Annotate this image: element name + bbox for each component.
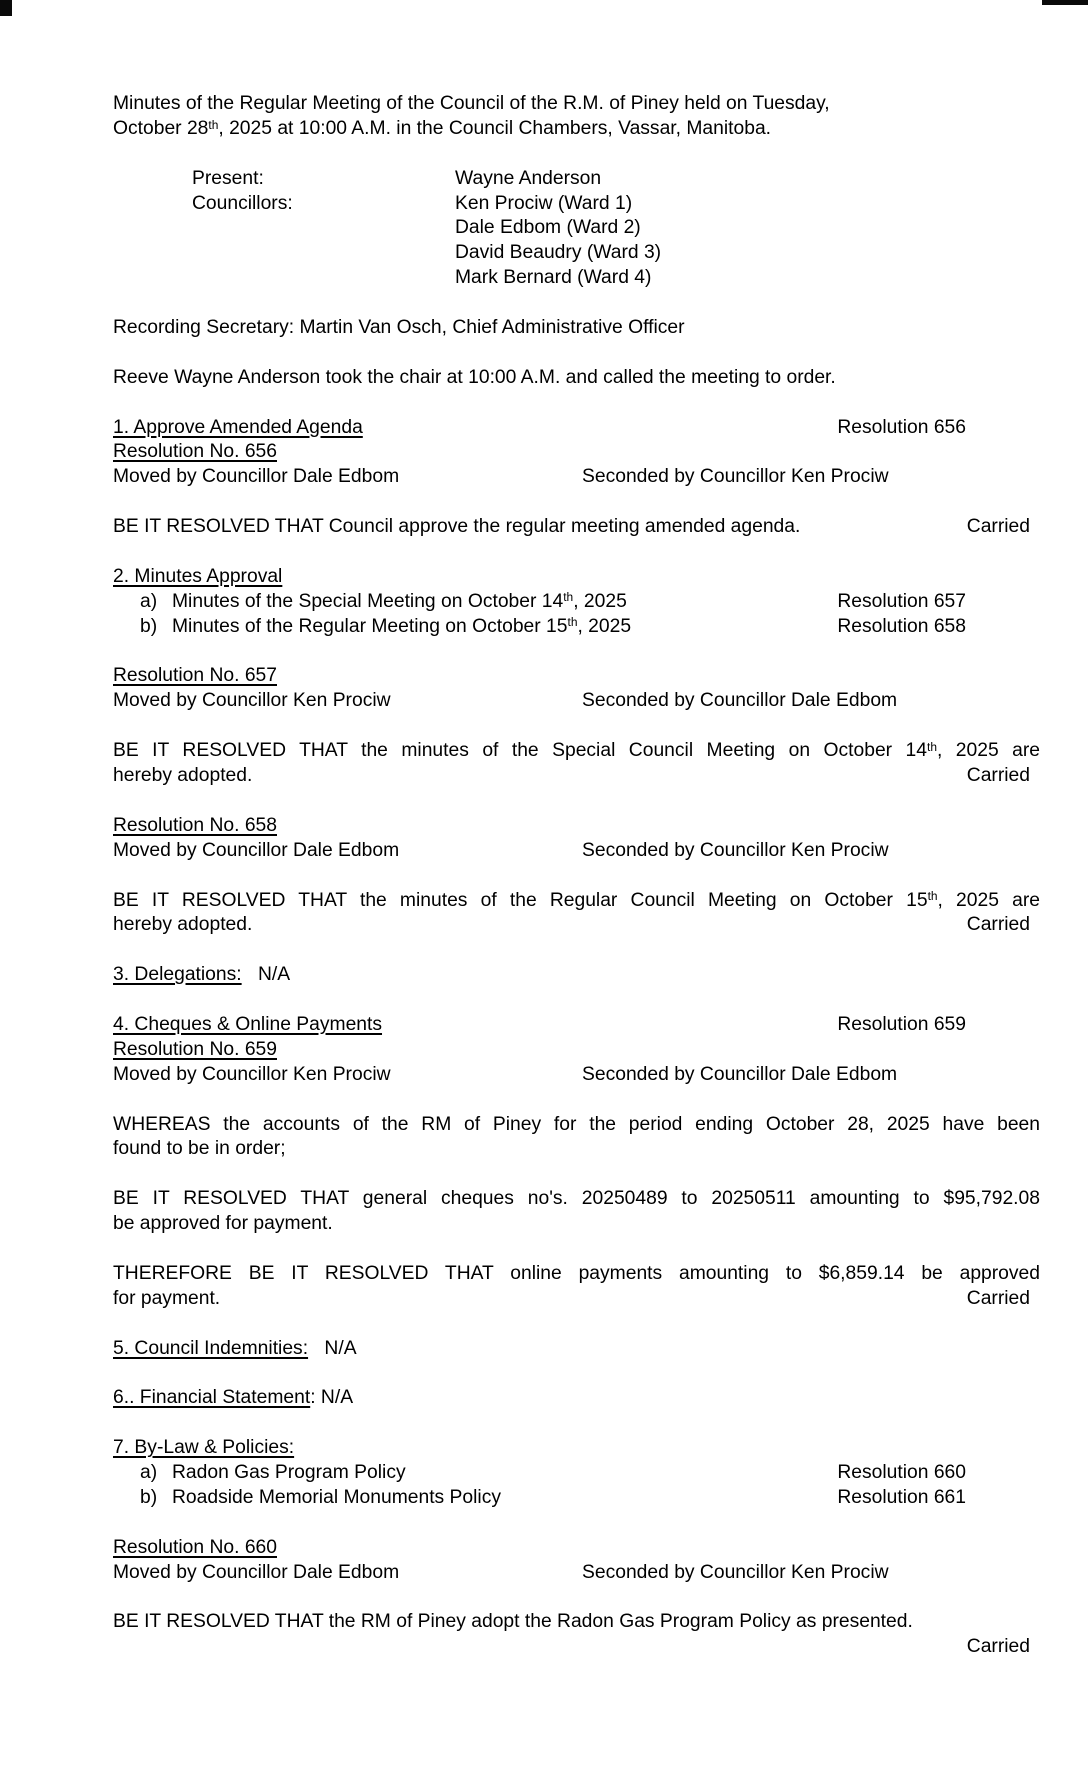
- resolution-657-body-line2: hereby adopted. Carried: [113, 764, 1040, 789]
- resolution-number: Resolution No. 659: [113, 1038, 277, 1060]
- carried-status: Carried: [966, 765, 1030, 787]
- resolution-656-no-row: [113, 440, 1040, 465]
- resolution-657-no-row: [113, 664, 1040, 689]
- councillor-name: Ken Prociw (Ward 1): [455, 192, 633, 214]
- moved-by: Moved by Councillor Ken Prociw: [113, 690, 391, 712]
- councillor-name: Mark Bernard (Ward 4): [455, 267, 652, 289]
- section2-item-a-row: [113, 590, 1040, 615]
- attendance-present-row: [113, 167, 1040, 192]
- section3-heading: 3. Delegations:: [113, 964, 242, 986]
- scan-artifact-top-right: [1042, 0, 1088, 5]
- section7-item-b-row: [113, 1486, 1040, 1511]
- list-marker: a): [140, 1461, 158, 1483]
- resolution-660-carried-row: [113, 1635, 1040, 1660]
- carried-status: Carried: [966, 914, 1030, 936]
- seconded-by: Seconded by Councillor Ken Prociw: [582, 839, 889, 861]
- meeting-title-line1: [113, 92, 1040, 117]
- resolution-659-no-row: [113, 1038, 1040, 1063]
- title-text: Minutes of the Regular Meeting of the Council of the R.M. of Piney held on Tuesday,: [113, 93, 830, 114]
- document-content: [113, 92, 1040, 1660]
- resolution-658-body-line1: BE IT RESOLVED THAT the minutes of the Regular Council Meeting on October 15th, 2025 are: [113, 889, 1040, 911]
- section7-item-a-row: [113, 1461, 1040, 1486]
- attendance-councillor-row: [113, 266, 1040, 291]
- resolution-ref: Resolution 657: [837, 590, 966, 612]
- list-item-text: Minutes of the Regular Meeting on October 15th, 2025: [172, 615, 632, 637]
- ordinal-superscript: th: [563, 590, 574, 605]
- present-label: Present:: [192, 167, 264, 189]
- councillor-name: David Beaudry (Ward 3): [455, 242, 662, 264]
- section7-heading-row: [113, 1436, 1040, 1461]
- list-item-text: Radon Gas Program Policy: [172, 1461, 406, 1483]
- resolution-657-movers-row: [113, 689, 1040, 714]
- resolution-number: Resolution No. 656: [113, 441, 277, 463]
- section6-heading: 6.. Financial Statement: [113, 1387, 311, 1409]
- ordinal-superscript: th: [927, 739, 937, 754]
- resolution-660-movers-row: [113, 1561, 1040, 1586]
- resolution-ref: Resolution 658: [837, 615, 966, 637]
- seconded-by: Seconded by Councillor Ken Prociw: [582, 1561, 889, 1583]
- list-item-text: Roadside Memorial Monuments Policy: [172, 1486, 501, 1508]
- online-payments-line1: THEREFORE BE IT RESOLVED THAT online payments amounting to $6,859.14 be approved: [113, 1262, 1040, 1284]
- seconded-by: Seconded by Councillor Dale Edbom: [582, 690, 898, 712]
- resolution-number: Resolution No. 657: [113, 665, 277, 687]
- list-marker: b): [140, 615, 158, 637]
- resolution-ref: Resolution 661: [837, 1486, 966, 1508]
- section4-heading: 4. Cheques & Online Payments: [113, 1013, 383, 1035]
- moved-by: Moved by Councillor Dale Edbom: [113, 1561, 400, 1583]
- scan-artifact-top-left: [0, 0, 12, 16]
- section1-heading-row: [113, 416, 1040, 441]
- call-to-order-text: Reeve Wayne Anderson took the chair at 10:00 A.M. and called the meeting to order.: [113, 366, 836, 388]
- resolution-body: BE IT RESOLVED THAT Council approve the regular meeting amended agenda.: [113, 516, 801, 538]
- whereas-line1: WHEREAS the accounts of the RM of Piney for the period ending October 28, 2025 have been: [113, 1113, 1040, 1135]
- resolution-659-movers-row: [113, 1063, 1040, 1088]
- resolution-660-no-row: [113, 1536, 1040, 1561]
- carried-status: Carried: [966, 1287, 1030, 1309]
- title-location: , 2025 at 10:00 A.M. in the Council Chambers, Vassar, Manitoba.: [218, 117, 772, 139]
- section5-value: N/A: [324, 1337, 357, 1359]
- resolution-656-movers-row: [113, 465, 1040, 490]
- section3-heading-row: [113, 963, 1040, 988]
- meeting-title-line2: [113, 117, 1040, 142]
- section6-heading-row: [113, 1386, 1040, 1411]
- section5-heading-row: [113, 1337, 1040, 1362]
- resolution-660-body-row: BE IT RESOLVED THAT the RM of Piney adopt the Radon Gas Program Policy as presented.: [113, 1611, 913, 1633]
- section7-heading: 7. By-Law & Policies:: [113, 1437, 295, 1459]
- whereas-line2: found to be in order;: [113, 1138, 286, 1160]
- attendance-councillors-row: [113, 192, 1040, 217]
- section2-heading: 2. Minutes Approval: [113, 565, 283, 587]
- attendance-councillor-row: [113, 216, 1040, 241]
- online-payments-line2: for payment. Carried: [113, 1287, 1040, 1312]
- moved-by: Moved by Councillor Dale Edbom: [113, 466, 400, 488]
- recording-secretary-text: Recording Secretary: Martin Van Osch, Chief Administrative Officer: [113, 317, 685, 339]
- resolution-ref: Resolution 656: [837, 416, 966, 438]
- reeve-name: Wayne Anderson: [455, 167, 602, 189]
- section6-value: : N/A: [310, 1387, 354, 1409]
- resolution-ref: Resolution 660: [837, 1461, 966, 1483]
- ordinal-superscript: th: [567, 615, 578, 630]
- moved-by: Moved by Councillor Dale Edbom: [113, 839, 400, 861]
- section2-item-b-row: [113, 615, 1040, 640]
- resolution-658-body-line2: hereby adopted. Carried: [113, 913, 1040, 938]
- councillors-label: Councillors:: [192, 192, 293, 214]
- cheques-resolved-line2: be approved for payment.: [113, 1213, 333, 1235]
- title-date: October 28: [113, 117, 209, 139]
- seconded-by: Seconded by Councillor Ken Prociw: [582, 466, 889, 488]
- section4-heading-row: [113, 1013, 1040, 1038]
- carried-status: Carried: [966, 1636, 1030, 1658]
- attendance-councillor-row: [113, 241, 1040, 266]
- ordinal-superscript: th: [927, 889, 938, 904]
- list-item-text: Minutes of the Special Meeting on October 14th, 2025: [172, 590, 627, 612]
- resolution-number: Resolution No. 658: [113, 814, 277, 836]
- resolution-number: Resolution No. 660: [113, 1536, 277, 1558]
- ordinal-superscript: th: [208, 117, 219, 132]
- seconded-by: Seconded by Councillor Dale Edbom: [582, 1063, 898, 1085]
- section2-heading-row: [113, 565, 1040, 590]
- section1-heading: 1. Approve Amended Agenda: [113, 416, 363, 438]
- section3-value: N/A: [257, 964, 291, 986]
- section5-heading: 5. Council Indemnities:: [113, 1337, 309, 1359]
- moved-by: Moved by Councillor Ken Prociw: [113, 1063, 391, 1085]
- resolution-ref: Resolution 659: [837, 1013, 966, 1035]
- recording-secretary-line: [113, 316, 1040, 341]
- cheques-resolved-line1: BE IT RESOLVED THAT general cheques no's. 20250489 to 20250511 amounting to $95,792.08: [113, 1188, 1040, 1210]
- list-marker: a): [140, 590, 158, 612]
- resolution-656-body-row: [113, 515, 1040, 540]
- councillor-name: Dale Edbom (Ward 2): [455, 217, 641, 239]
- call-to-order-line: [113, 366, 1040, 391]
- resolution-658-movers-row: [113, 839, 1040, 864]
- resolution-658-no-row: [113, 814, 1040, 839]
- resolution-657-body-line1: BE IT RESOLVED THAT the minutes of the Special Council Meeting on October 14th, 2025 are: [113, 739, 1040, 762]
- carried-status: Carried: [966, 516, 1030, 538]
- list-marker: b): [140, 1486, 158, 1508]
